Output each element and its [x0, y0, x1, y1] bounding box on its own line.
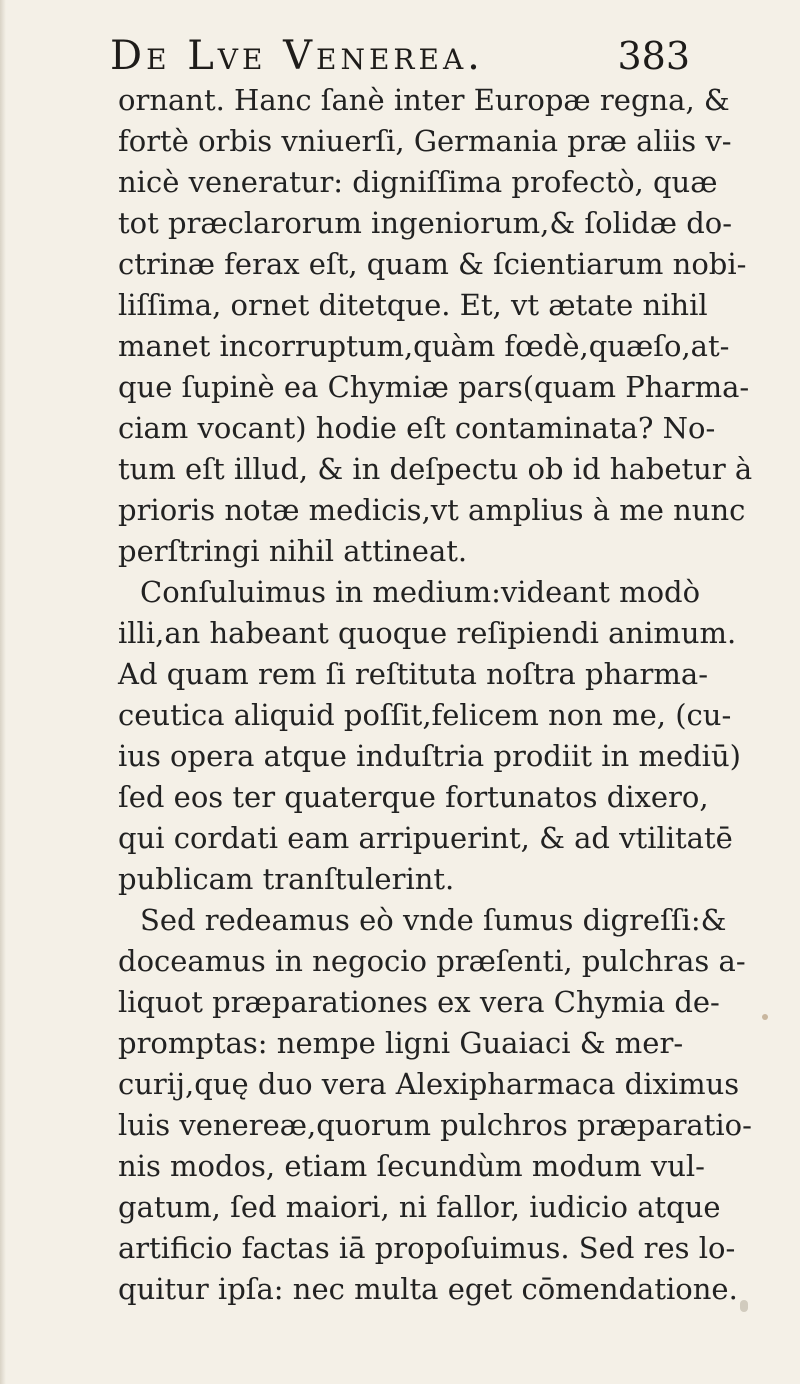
text-line: ius opera atque induſtria prodiit in mediū) [118, 739, 741, 773]
text-line: perſtringi nihil attineat. [118, 534, 468, 568]
text-line: curij,quę duo vera Alexipharmaca diximus [118, 1067, 740, 1101]
text-line: artificio factas iā propoſuimus. Sed res lo- [118, 1231, 736, 1265]
paper-smudge [740, 1300, 748, 1312]
text-line: que ſupinè ea Chymiæ pars(quam Pharma- [118, 370, 750, 404]
text-line: qui cordati eam arripuerint, & ad vtilitatē [118, 821, 733, 855]
body-text [118, 80, 753, 1310]
text-line: ſed eos ter quaterque fortunatos dixero, [118, 780, 709, 814]
text-line: illi,an habeant quoque reſipiendi animum. [118, 616, 737, 650]
text-line: tum eſt illud, & in deſpectu ob id habetur à [118, 452, 753, 486]
text-line: Ad quam rem ſi reſtituta noſtra pharma- [118, 657, 708, 691]
text-line: promptas: nempe ligni Guaiaci & mer- [118, 1026, 684, 1060]
text-line: quitur ipſa: nec multa eget cōmendatione. [118, 1272, 738, 1306]
text-line: Conſuluimus in medium:videant modò [140, 575, 701, 609]
text-line: luis venereæ,quorum pulchros præparatio- [118, 1108, 752, 1142]
text-line: gatum, ſed maiori, ni fallor, iudicio atque [118, 1190, 721, 1224]
text-line: liquot præparationes ex vera Chymia de- [118, 985, 720, 1019]
paper-stain [762, 1014, 768, 1020]
running-title: De Lve Venerea. [110, 33, 484, 79]
text-line: liſſima, ornet ditetque. Et, vt ætate nihil [118, 288, 708, 322]
text-line: ctrinæ ferax eſt, quam & ſcientiarum nobi- [118, 247, 747, 281]
page-gutter-edge [0, 0, 6, 1384]
text-line: ornant. Hanc ſanè inter Europæ regna, & [118, 83, 730, 117]
text-line: prioris notæ medicis,vt amplius à me nunc [118, 493, 746, 527]
text-line: doceamus in negocio præſenti, pulchras a- [118, 944, 746, 978]
text-line: fortè orbis vniuerſi, Germania præ aliis v- [118, 124, 732, 158]
page-number: 383 [617, 34, 690, 78]
text-line: nicè veneratur: digniſſima profectò, quæ [118, 165, 718, 199]
text-line: manet incorruptum,quàm fœdè,quæſo,at- [118, 329, 730, 363]
text-line: ceutica aliquid poſſit,felicem non me, (cu- [118, 698, 732, 732]
running-head [110, 30, 690, 82]
text-line: tot præclarorum ingeniorum,& ſolidæ do- [118, 206, 733, 240]
text-line: publicam tranſtulerint. [118, 862, 455, 896]
text-line: nis modos, etiam ſecundùm modum vul- [118, 1149, 705, 1183]
text-line: ciam vocant) hodie eſt contaminata? No- [118, 411, 716, 445]
text-line: Sed redeamus eò vnde ſumus digreſſi:& [140, 903, 727, 937]
